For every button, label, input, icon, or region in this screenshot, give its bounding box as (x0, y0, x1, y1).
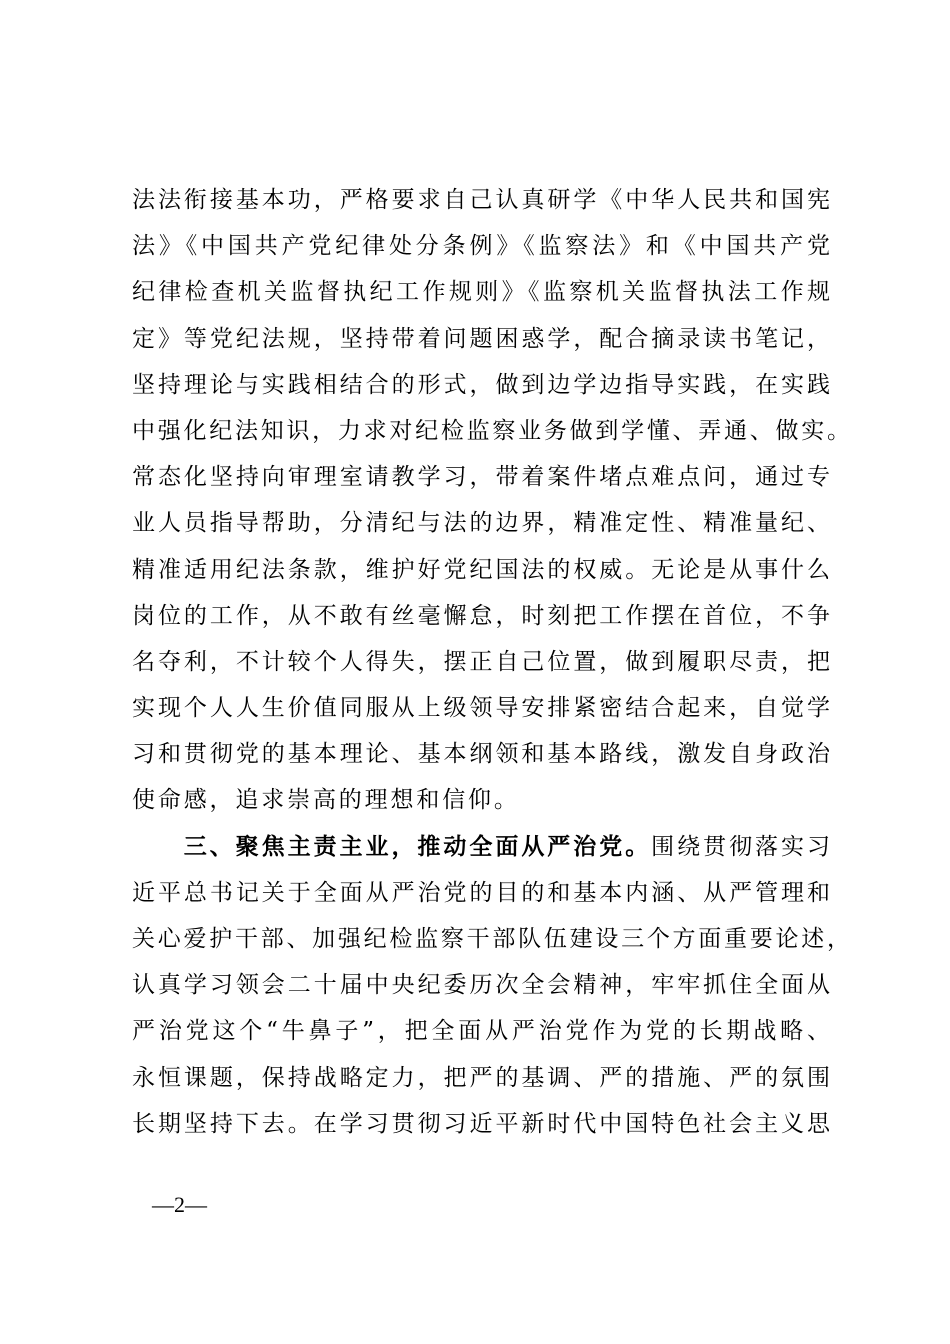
section-heading-line (132, 824, 830, 870)
paragraph-1 (132, 177, 862, 824)
body-text-line: 岗位的工作，从不敢有丝毫懈怠，时刻把工作摆在首位，不争 (132, 602, 830, 629)
body-text-run: 围绕贯彻落实习 (651, 833, 831, 860)
body-text-line: 近平总书记关于全面从严治党的目的和基本内涵、从严管理和 (132, 879, 830, 906)
body-text-line: 永恒课题，保持战略定力，把严的基调、严的措施、严的氛围 (132, 1064, 830, 1091)
body-text (132, 177, 862, 1147)
paragraph-2 (132, 824, 862, 1147)
body-text-line: 精准适用纪法条款，维护好党纪国法的权威。无论是从事什么 (132, 556, 830, 583)
body-text-line: 实现个人人生价值同服从上级领导安排紧密结合起来，自觉学 (132, 695, 830, 722)
body-text-line: 定》等党纪法规，坚持带着问题困惑学，配合摘录读书笔记， (132, 325, 830, 352)
body-text-line: 法》《中国共产党纪律处分条例》《监察法》和《中国共产党 (132, 233, 830, 260)
section-heading: 三、聚焦主责主业，推动全面从严治党。 (183, 832, 652, 860)
body-text-line: 关心爱护干部、加强纪检监察干部队伍建设三个方面重要论述， (132, 926, 850, 952)
body-text-line: 严治党这个“牛鼻子”，把全面从严治党作为党的长期战略、 (132, 1018, 830, 1045)
body-text-line: 法法衔接基本功，严格要求自己认真研学《中华人民共和国宪 (132, 187, 830, 213)
body-text-line: 使命感，追求崇高的理想和信仰。 (132, 787, 520, 814)
page-number: —2— (152, 1192, 207, 1217)
body-text-line: 纪律检查机关监督执纪工作规则》《监察机关监督执法工作规 (132, 279, 830, 306)
body-text-line: 业人员指导帮助，分清纪与法的边界，精准定性、精准量纪、 (132, 510, 830, 537)
body-text-line: 认真学习领会二十届中央纪委历次全会精神，牢牢抓住全面从 (132, 972, 830, 999)
body-text-line: 长期坚持下去。在学习贯彻习近平新时代中国特色社会主义思 (132, 1110, 830, 1137)
body-text-line: 坚持理论与实践相结合的形式，做到边学边指导实践，在实践 (132, 371, 830, 398)
body-text-line: 名夺利，不计较个人得失，摆正自己位置，做到履职尽责，把 (132, 648, 830, 675)
body-text-line: 习和贯彻党的基本理论、基本纲领和基本路线，激发自身政治 (132, 741, 830, 768)
body-text-line: 常态化坚持向审理室请教学习，带着案件堵点难点问，通过专 (132, 464, 830, 491)
body-text-line: 中强化纪法知识，力求对纪检监察业务做到学懂、弄通、做实。 (132, 417, 850, 444)
